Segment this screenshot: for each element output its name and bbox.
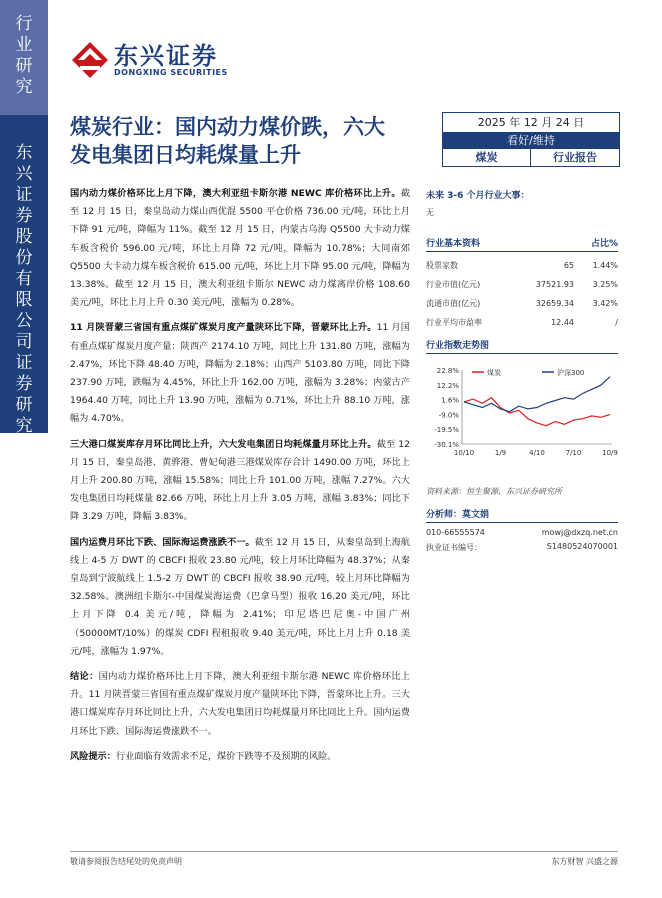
footer-disclaimer: 敬请参阅报告结尾处的免责声明 [70, 857, 182, 866]
row-pct: 3.42% [592, 299, 618, 308]
row-pct: 1.44% [592, 261, 618, 270]
table-row [426, 313, 618, 332]
series-line-0 [464, 398, 610, 426]
basic-info-table [426, 256, 618, 332]
row-pct: 3.25% [592, 280, 618, 289]
row-value: 32659.34 [535, 299, 574, 308]
paragraph-freight [70, 534, 410, 661]
paragraph-output [70, 319, 410, 428]
x-tick-label: 4/10 [529, 449, 545, 457]
row-label: 行业市值(亿元) [426, 280, 481, 289]
report-type-label: 行业报告 [553, 151, 597, 164]
title-line-2: 发电集团日均耗煤量上升 [70, 143, 301, 167]
x-tick-label: 10/9 [602, 449, 618, 457]
report-date: 2025 年 12 月 24 日 [477, 116, 585, 129]
sector-label: 煤炭 [443, 149, 531, 166]
row-value: 12.44 [551, 318, 574, 327]
title-line-1: 煤炭行业：国内动力煤价跌，六大 [70, 115, 385, 139]
row-value: 37521.93 [535, 280, 574, 289]
legend-label-0: 煤炭 [487, 369, 501, 377]
table-row [426, 256, 618, 275]
analyst-cert-row [426, 542, 618, 553]
basic-info-pct-header: 占比% [590, 239, 618, 249]
x-tick-label: 7/10 [565, 449, 582, 457]
sidebar-top-label [0, 14, 48, 98]
series-line-1 [464, 377, 610, 412]
industry-index-chart [426, 364, 618, 464]
paragraph-price-text: 截至 12 月 15 日，秦皇岛动力煤山西优混 5500 平仓价格 736.00 元/吨，环比上月下降 91 元/吨，降幅为 11%。截至 12 月 15 日，内蒙古乌海 Q5500 大卡动力煤车板含税价 596.00 元/吨，环比上月降 72 元/吨，降幅为 10.78%；大同南郊 Q5500 大卡动力煤车板含税价 615.00 元/吨，环比上月下降 95.00 元/吨，降幅为 13.38%。截至 12 月 15 日，澳大利亚纽卡斯尔 NEWC 动力煤离岸价格 108.60 美元/吨，环比上月上升 0.30 美元/吨，涨幅为 0.28%。 [70, 188, 410, 309]
row-pct: / [615, 318, 618, 327]
paragraph-conclusion-text: 国内动力煤价格环比上月下降，澳大利亚纽卡斯尔港 NEWC 库价格环比上升。11 月陕晋蒙三省国有重点煤矿煤炭月度产量陕环比下降，晋蒙环比上升。三大港口煤炭库存月环比同比上升，六大发电集团日均耗煤量月环比同比上升。国内运费月环比下跌、国际海运费涨跌不一。 [70, 671, 410, 737]
y-tick-label: 22.8% [436, 367, 459, 375]
paragraph-conclusion-lead: 结论： [70, 671, 99, 683]
paragraph-risk-text: 行业面临有效需求不足，煤价下跌等不及预期的风险。 [115, 750, 337, 762]
paragraph-freight-lead: 国内运费月环比下跌、国际海运费涨跌不一。 [70, 536, 255, 548]
row-label: 股票家数 [426, 261, 458, 270]
x-tick-label: 10/10 [453, 449, 475, 457]
paragraph-inventory [70, 436, 410, 527]
analyst-phone: 010-66555574 [426, 528, 485, 537]
sidebar-bottom-band [0, 115, 48, 478]
basic-info-title: 行业基本资料 [426, 239, 481, 249]
events-title: 未来 3-6 个月行业大事： [426, 191, 530, 201]
sidebar-bottom-text: 东兴证券股份有限公司证券研究报告 [15, 143, 33, 478]
trend-title: 行业指数走势图 [426, 341, 490, 351]
analyst-title: 分析师：莫文娟 [426, 510, 490, 520]
report-info-box [442, 112, 620, 167]
footer-slogan: 东方财智 兴盛之源 [551, 857, 618, 866]
row-value: 65 [563, 261, 574, 270]
legend-label-1: 沪深300 [557, 369, 585, 377]
footer-divider [70, 851, 618, 852]
paragraph-conclusion [70, 668, 410, 741]
x-tick-label: 1/9 [494, 449, 507, 457]
paragraph-output-lead: 11 月陕晋蒙三省国有重点煤矿煤炭月度产量陕环比下降，晋蒙环比上升。 [70, 322, 377, 334]
report-title [70, 113, 420, 169]
company-logo [70, 36, 240, 86]
table-row [426, 275, 618, 294]
paragraph-inventory-lead: 三大港口煤炭库存月环比同比上升，六大发电集团日均耗煤量月环比上升。 [70, 438, 377, 450]
analyst-cert: S1480524070001 [546, 542, 618, 551]
analyst-email: mowj@dxzq.net.cn [541, 528, 618, 537]
basic-info-header [426, 236, 618, 252]
analyst-contact [426, 528, 618, 537]
row-label: 流通市值(亿元) [426, 299, 481, 308]
report-body [70, 185, 410, 773]
paragraph-output-text: 11 月国有重点煤矿煤炭月度产量：陕西产 2174.10 万吨，同比上升 131.80 万吨，涨幅为 2.47%，环比下降 48.40 万吨，降幅为 2.18%；山西产 5103.80 万吨，同比下降 237.90 万吨，跌幅为 4.45%，环比上升 162.00 万吨，涨幅为 3.28%；内蒙古产 1964.40 万吨，同比上升 13.90 万吨，涨幅为 0.71%，环比上升 88.10 万吨，涨幅为 4.70%。 [70, 322, 410, 425]
row-label: 行业平均市盈率 [426, 318, 482, 327]
y-tick-label: 1.6% [441, 396, 459, 405]
logo-name-cn: 东兴证券 [114, 42, 218, 70]
y-tick-label: -30.1% [434, 441, 459, 449]
logo-name-en: DONGXING SECURITIES [114, 68, 228, 77]
y-tick-label: 12.2% [436, 381, 459, 390]
paragraph-risk [70, 748, 410, 766]
chart-source: 资料来源：恒生聚源、东兴证券研究所 [426, 487, 562, 496]
sidebar-bottom-label [0, 143, 48, 479]
paragraph-price [70, 185, 410, 312]
trend-header [426, 338, 618, 354]
analyst-header [426, 507, 618, 523]
rating-badge: 看好/维持 [443, 132, 619, 149]
paragraph-price-lead: 国内动力煤价格环比上月下降，澳大利亚纽卡斯尔港 NEWC 库价格环比上升。 [70, 188, 401, 199]
y-tick-label: -9.0% [438, 411, 459, 420]
paragraph-freight-text: 截至 12 月 15 日，从秦皇岛到上海航线上 4-5 万 DWT 的 CBCFI 报收 23.80 元/吨，较上月环比降幅为 48.37%；从秦皇岛到宁波航线上 1.5-2 万 DWT 的 CBCFI 报收 38.90 元/吨，较上月环比降幅为 32.58%。澳洲纽卡斯尔-中国煤炭海运费（巴拿马型）报收 16.20 美元/吨，环比上月下降 0.4 美元/吨，降幅为 2.41%；印尼塔巴尼奥-中国广州（50000MT/10%）的煤炭 CDFI 程租报收 9.40 美元/吨，环比上月上升 0.18 美元/吨，涨幅为 1.97%。 [70, 536, 410, 657]
analyst-cert-label: 执业证书编号： [426, 543, 482, 552]
events-text: 无 [426, 208, 434, 217]
table-row [426, 294, 618, 313]
sidebar-top-band [0, 0, 48, 115]
logo-icon [70, 40, 110, 80]
sidebar-top-text: 行业研究 [15, 14, 33, 97]
paragraph-inventory-text: 截至 12 月 15 日，秦皇岛港、黄骅港、曹妃甸港三港煤炭库存合计 1490.00 万吨，环比上月上升 200.80 万吨，涨幅 15.58%；同比上升 101.00 万吨，涨幅 7.27%。六大发电集团日均耗煤量 82.66 万吨，环比上月上升 3.05 万吨，涨幅 3.83%；同比下降 3.29 万吨，降幅 3.83%。 [70, 438, 410, 523]
y-tick-label: -19.5% [434, 426, 459, 435]
paragraph-risk-lead: 风险提示： [70, 750, 116, 762]
right-column [426, 188, 618, 553]
